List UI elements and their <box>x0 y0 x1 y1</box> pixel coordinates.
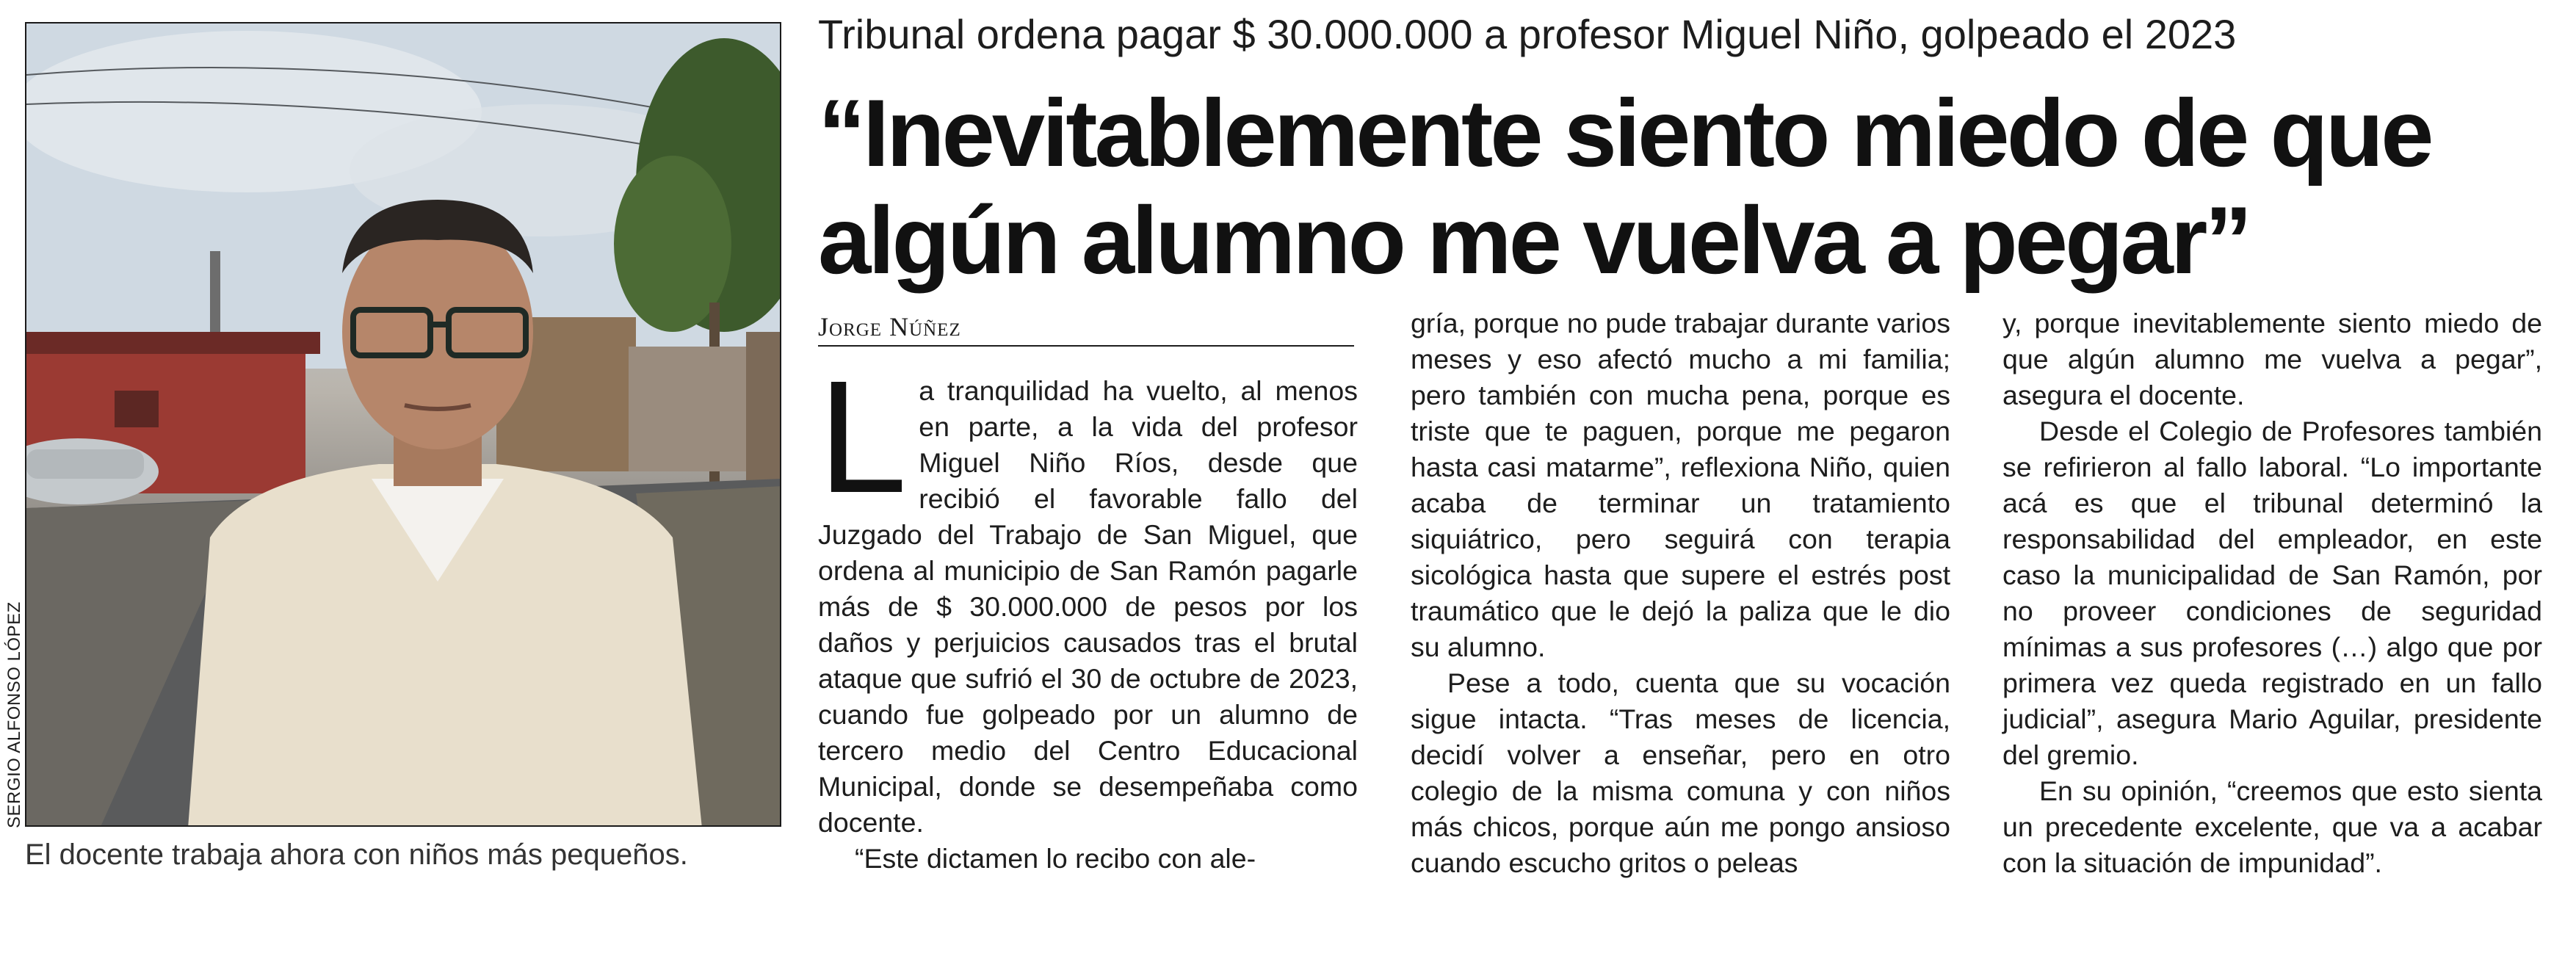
paragraph-6: Desde el Colegio de Profesores también se refirieron al fallo laboral. “Lo importante acá es que el tribunal determinó la responsabilidad del empleador, en este caso la municipalidad de San Ramón, por no proveer condiciones de seguridad mínimas a sus profesores (…) algo que por primera vez queda registrado en un fallo judicial”, asegura Mario Aguilar, presidente del gremio. <box>2002 416 2542 770</box>
paragraph-2: “Este dictamen lo recibo con ale- <box>855 843 1256 874</box>
paragraph-4: Pese a todo, cuenta que su vocación sigue intacta. “Tras meses de licencia, decidí volver a enseñar, pero en otro colegio de la misma comuna y con niños más chicos, porque aún me pongo ansioso cuando escucho gritos o peleas <box>1411 667 1950 878</box>
paragraph-7: En su opinión, “creemos que esto sienta un precedente excelente, que va a acabar con la situación de impunidad”. <box>2002 775 2542 878</box>
paragraph-3: gría, porque no pude trabajar durante varios meses y eso afectó mucho a mi familia; pero también con mucha pena, porque es triste que te paguen, porque me pegaron hasta casi matarme”, reflexiona Niño, quien acaba de terminar un tratamiento siquiátrico, pero seguirá con terapia sicológica hasta que supere el estrés post traumático que le dejó la paliza que le dio su alumno. <box>1411 308 1950 662</box>
photo-caption: El docente trabaja ahora con niños más pequeños. <box>25 839 688 871</box>
article-byline: Jorge Núñez <box>818 311 1354 347</box>
paragraph-1-text: a tranquilidad ha vuelto, al menos en parte, a la vida del profesor Miguel Niño Ríos, desde que recibió el favorable fallo del Juzgado del Trabajo de San Miguel, que ordena al municipio de San Ramón pagarle más de $ 30.000.000 de pesos por los daños y perjuicios causados tras el brutal ataque que sufrió el 30 de octubre de 2023, cuando fue golpeado por un alumno de tercero medio del Centro Educacional Municipal, donde se desempeñaba como docente. <box>818 375 1358 838</box>
photo-credit: SERGIO ALFONSO LÓPEZ <box>4 601 24 828</box>
article-column-2 <box>1411 305 1950 881</box>
drop-cap: L <box>818 348 908 526</box>
article-column-1 <box>818 348 1358 877</box>
article-photo <box>25 22 781 827</box>
article-column-3 <box>2002 305 2542 881</box>
article-kicker: Tribunal ordena pagar $ 30.000.000 a profesor Miguel Niño, golpeado el 2023 <box>818 11 2237 57</box>
paragraph-1 <box>818 348 1358 841</box>
paragraph-5: y, porque inevitablemente siento miedo de que algún alumno me vuelva a pegar”, asegura el docente. <box>2002 308 2542 410</box>
photo-illustration <box>26 23 781 827</box>
article-headline: “Inevitablemente siento miedo de que algún alumno me vuelva a pegar” <box>818 79 2431 294</box>
